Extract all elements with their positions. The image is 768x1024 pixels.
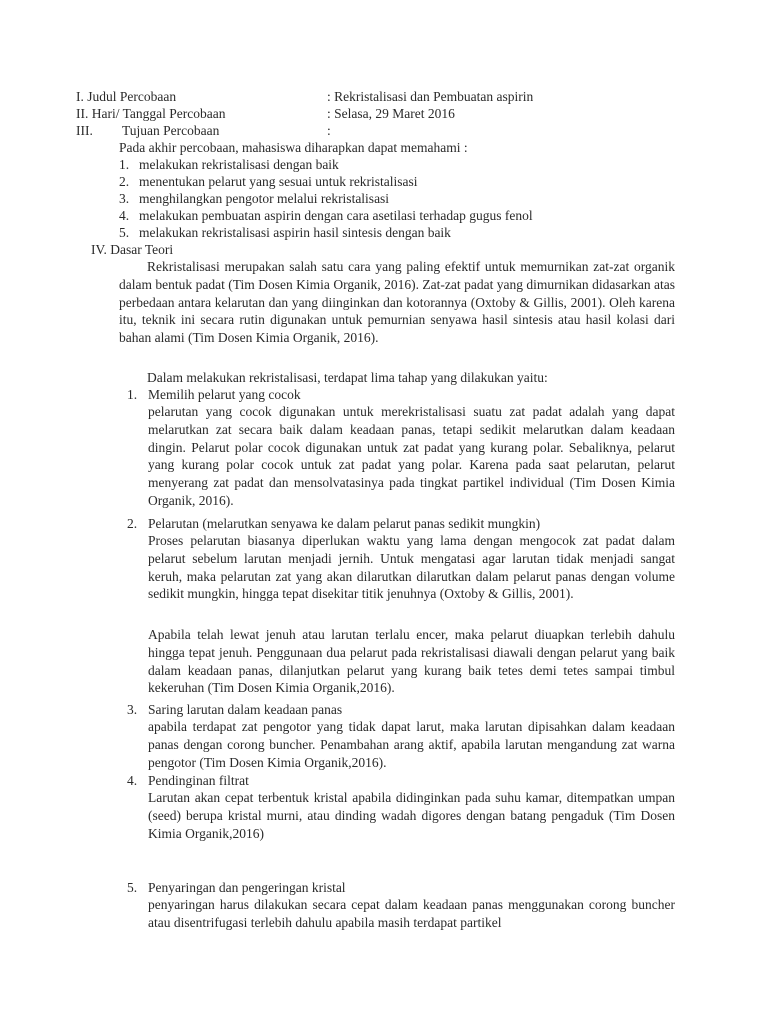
step-number: 5.	[127, 880, 138, 895]
dasar-teori-heading: IV. Dasar Teori	[91, 242, 174, 257]
step-number: 3.	[127, 702, 138, 717]
hari-label: II. Hari/ Tanggal Percobaan	[76, 106, 226, 121]
step-title: Memilih pelarut yang cocok	[148, 387, 301, 402]
judul-value: : Rekristalisasi dan Pembuatan aspirin	[327, 89, 534, 104]
judul-label: I. Judul Percobaan	[76, 89, 177, 104]
tujuan-item-number: 3.	[119, 191, 130, 206]
tujuan-item-text: menghilangkan pengotor melalui rekristalisasi	[139, 191, 390, 206]
step-body: pelarutan yang cocok digunakan untuk merekristalisasi suatu zat padat adalah yang dapat melarutkan zat secara baik dalam keadaan panas, tetapi sedikit melarutkan dalam keadaan dingin. Pelarut polar cocok digunakan untuk zat padat yang kurang polar. Sebaliknya, pelarut yang kurang polar cocok untuk zat padat yang polar. Karena pada saat pelarutan, pelarut menyerang zat padat dan mensolvatasinya pada tingkat partikel individual (Tim Dosen Kimia Organik, 2016).	[148, 404, 675, 508]
tujuan-item-number: 1.	[119, 157, 130, 172]
step-title: Pendinginan filtrat	[148, 773, 249, 788]
step-title: Saring larutan dalam keadaan panas	[148, 702, 343, 717]
step-body: penyaringan harus dilakukan secara cepat dalam keadaan panas menggunakan corong buncher atau disentrifugasi terlebih dahulu apabila masih terdapat partikel	[148, 897, 675, 930]
dasar-teori-paragraph-2: Dalam melakukan rekristalisasi, terdapat lima tahap yang dilakukan yaitu:	[147, 370, 548, 385]
step-number: 4.	[127, 773, 138, 788]
dasar-teori-paragraph-1: Rekristalisasi merupakan salah satu cara yang paling efektif untuk memurnikan zat-zat organik dalam bentuk padat (Tim Dosen Kimia Organik, 2016). Zat-zat padat yang dimurnikan didasarkan atas perbedaan antara kelarutan dan yang diinginkan dan kotorannya (Oxtoby & Gillis, 2001). Oleh karena itu, teknik ini secara rutin digunakan untuk pemurnian senyawa hasil sintesis atau hasil kolasi dari bahan alami (Tim Dosen Kimia Organik, 2016).	[119, 259, 675, 346]
step-body: apabila terdapat zat pengotor yang tidak dapat larut, maka larutan dipisahkan dalam keadaan panas dengan corong buncher. Penambahan arang aktif, apabila larutan mengandung zat warna pengotor (Tim Dosen Kimia Organik,2016).	[148, 719, 675, 770]
tujuan-item-number: 2.	[119, 174, 130, 189]
step-number: 2.	[127, 516, 138, 531]
step-body-continued: Apabila telah lewat jenuh atau larutan terlalu encer, maka pelarut diuapkan terlebih dahulu hingga tepat jenuh. Penggunaan dua pelarut pada rekristalisasi diawali dengan pelarut yang baik dalam keadaan panas, dilanjutkan pelarut yang kurang baik tetes demi tetes sampai timbul kekeruhan (Tim Dosen Kimia Organik,2016).	[148, 627, 675, 696]
tujuan-item-number: 4.	[119, 208, 130, 223]
tujuan-item-text: melakukan rekristalisasi dengan baik	[139, 157, 339, 172]
step-number: 1.	[127, 387, 138, 402]
tujuan-item-number: 5.	[119, 225, 130, 240]
hari-value: : Selasa, 29 Maret 2016	[327, 106, 455, 121]
tujuan-colon: :	[327, 123, 331, 138]
step-title: Penyaringan dan pengeringan kristal	[148, 880, 346, 895]
tujuan-item-text: menentukan pelarut yang sesuai untuk rekristalisasi	[139, 174, 418, 189]
step-body: Larutan akan cepat terbentuk kristal apabila didinginkan pada suhu kamar, ditempatkan umpan (seed) berupa kristal murni, atau dinding wadah digores dengan batang pengaduk (Tim Dosen Kimia Organik,2016)	[148, 790, 675, 841]
tujuan-item-text: melakukan rekristalisasi aspirin hasil sintesis dengan baik	[139, 225, 451, 240]
step-body: Proses pelarutan biasanya diperlukan waktu yang lama dengan mengocok zat padat dalam pelarut sebelum larutan menjadi jernih. Untuk mengatasi agar larutan tidak menjadi sangat keruh, maka pelarutan zat yang akan dilarutkan dilarutkan dalam pelarut panas dengan volume sedikit mungkin, hingga tepat disekitar titik jenuhnya (Oxtoby & Gillis, 2001).	[148, 533, 675, 602]
tujuan-item-text: melakukan pembuatan aspirin dengan cara asetilasi terhadap gugus fenol	[139, 208, 533, 223]
tujuan-intro: Pada akhir percobaan, mahasiswa diharapkan dapat memahami :	[119, 140, 468, 155]
tujuan-label: Tujuan Percobaan	[122, 123, 220, 138]
tujuan-number: III.	[76, 123, 93, 138]
step-title: Pelarutan (melarutkan senyawa ke dalam pelarut panas sedikit mungkin)	[148, 516, 541, 531]
